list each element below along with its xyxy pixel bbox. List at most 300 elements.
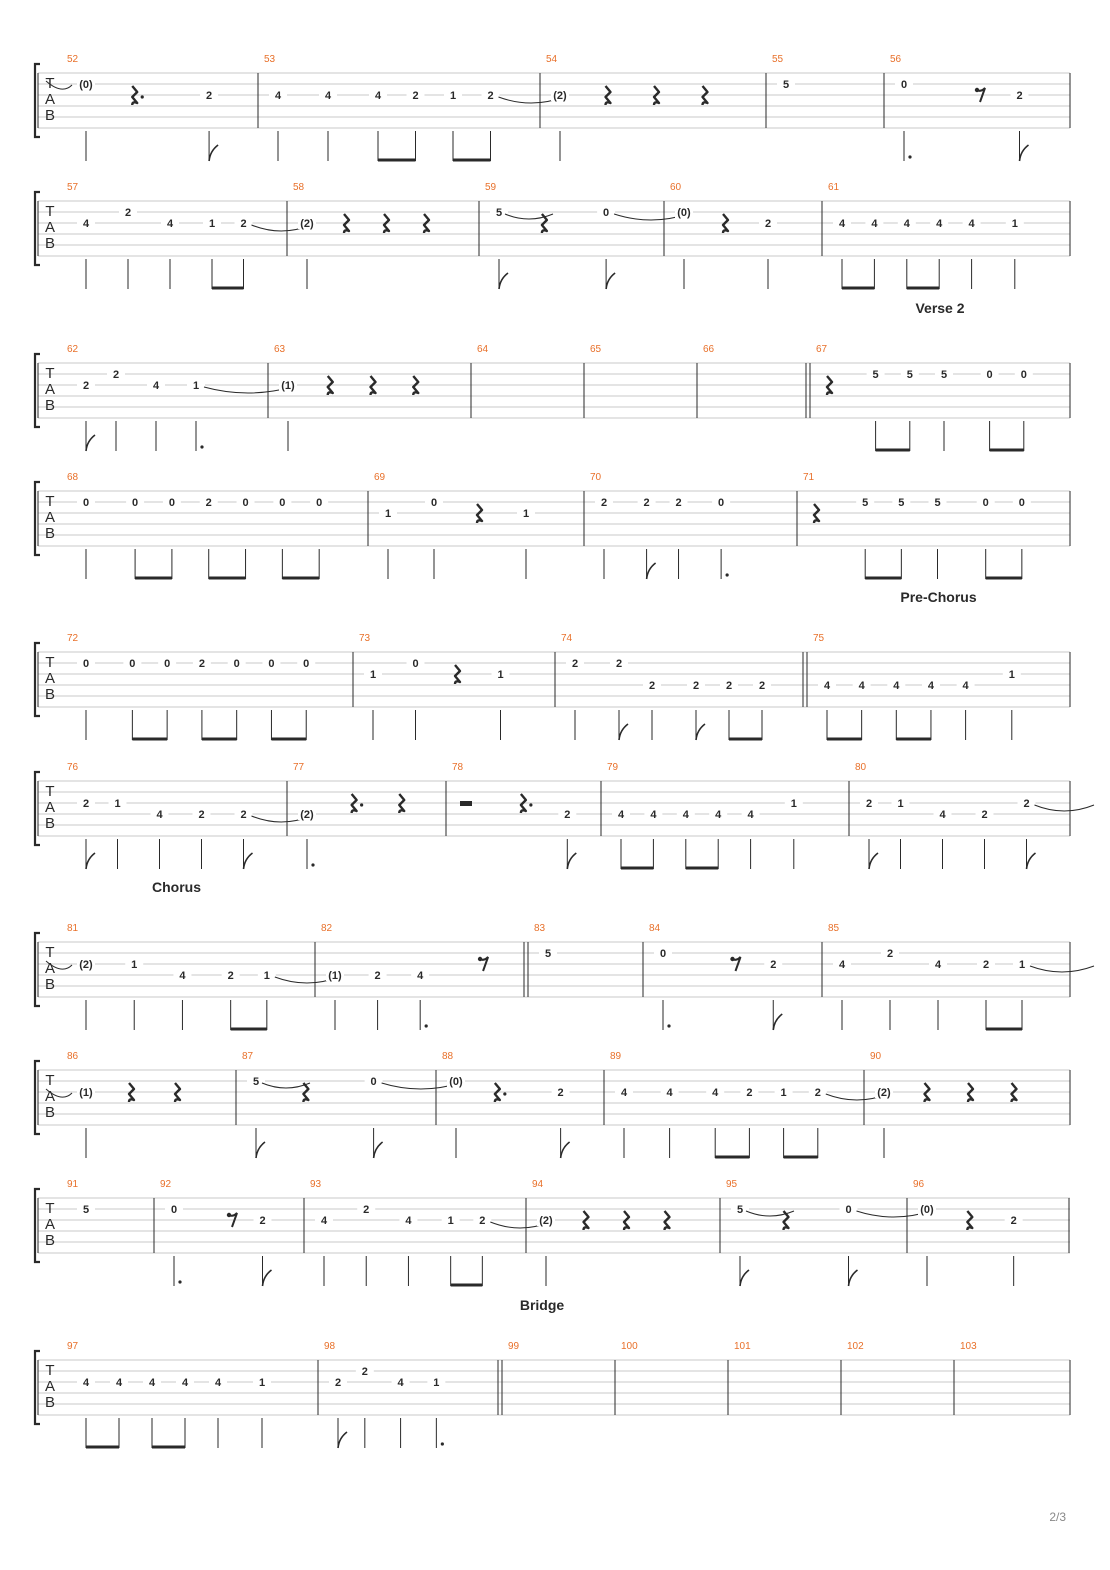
measure-number: 82	[321, 923, 333, 934]
measure	[607, 762, 849, 869]
measure-number: 79	[607, 762, 619, 773]
fret-number: (0)	[920, 1204, 934, 1216]
fret-number: 4	[838, 959, 846, 971]
fret-number: 1	[1011, 218, 1018, 230]
fret-number: 5	[736, 1204, 744, 1216]
fret-number: 0	[900, 79, 908, 91]
measure	[816, 300, 1070, 451]
duration-dot	[178, 1280, 181, 1283]
tab-clef-letter: B	[44, 1394, 56, 1411]
fret-number: 0	[845, 1204, 852, 1216]
fret-number: 4	[712, 1087, 719, 1099]
measure	[46, 1051, 236, 1158]
staff-system	[35, 1297, 1070, 1448]
fret-number: 4	[82, 1377, 90, 1389]
fret-number: 4	[214, 1377, 222, 1389]
tab-clef-letter: T	[45, 203, 55, 220]
measure-number: 88	[442, 1051, 454, 1062]
fret-number: 2	[412, 90, 419, 102]
rest-dot	[503, 1092, 506, 1095]
duration-dot	[726, 573, 729, 576]
tab-clef-letter: T	[45, 493, 55, 510]
fret-number: 2	[571, 658, 579, 670]
fret-number: 1	[263, 970, 270, 982]
fret-number: 0	[986, 369, 993, 381]
fret-number: 4	[838, 218, 846, 230]
measure-number: 83	[534, 923, 546, 934]
page-number: 2/3	[1049, 1510, 1066, 1524]
tab-clef-letter: T	[45, 1200, 55, 1217]
fret-number: 4	[617, 809, 625, 821]
rest-dot-head	[975, 88, 979, 92]
fret-number: 1	[433, 1377, 440, 1389]
measure-number: 77	[293, 762, 305, 773]
staff-system	[35, 1051, 1070, 1158]
eighth-flag-icon	[499, 273, 508, 289]
measure	[67, 762, 311, 869]
tab-clef-letter: A	[44, 1088, 56, 1105]
fret-number: 1	[208, 218, 216, 230]
measure	[828, 182, 1070, 289]
measure	[870, 1051, 1070, 1158]
measure	[890, 54, 1070, 161]
fret-number: (2)	[79, 959, 93, 971]
fret-number: 0	[168, 497, 175, 509]
tab-clef-letter: A	[44, 219, 56, 236]
fret-number: 4	[620, 1087, 628, 1099]
fret-number: 2	[259, 1215, 266, 1227]
measure	[46, 879, 339, 1030]
measure-number: 66	[703, 344, 715, 355]
fret-number: 0	[132, 497, 139, 509]
measure	[803, 472, 1070, 579]
fret-number: 4	[156, 809, 163, 821]
measure	[293, 762, 446, 869]
tie-arc	[1035, 805, 1095, 811]
fret-number: 4	[397, 1377, 404, 1389]
fret-number: 4	[115, 1377, 123, 1389]
tab-clef-letter: B	[44, 1232, 56, 1249]
measure-number: 74	[561, 633, 573, 644]
measure-number: 61	[828, 182, 840, 193]
staff-system	[35, 1179, 1070, 1286]
section-title: Verse 2	[915, 300, 965, 316]
measure	[293, 182, 479, 289]
measure	[374, 472, 584, 579]
measure-number: 99	[508, 1341, 520, 1352]
staff-system	[35, 182, 1070, 289]
measure	[442, 1051, 604, 1158]
fret-number: 0	[1020, 369, 1027, 381]
fret-number: 1	[131, 959, 138, 971]
fret-number: 2	[982, 959, 990, 971]
measure-number: 92	[160, 1179, 172, 1190]
fret-number: 5	[495, 207, 503, 219]
tab-clef-letter: T	[45, 654, 55, 671]
rest-dot-head	[227, 1213, 231, 1217]
fret-number: 2	[361, 1366, 368, 1378]
measure	[67, 182, 311, 289]
fret-number: 2	[240, 218, 247, 230]
fret-number: 0	[603, 207, 610, 219]
fret-number: 5	[934, 497, 941, 509]
fret-number: 4	[682, 809, 689, 821]
fret-number: 1	[790, 798, 797, 810]
fret-number: 2	[643, 497, 650, 509]
section-title: Bridge	[519, 1297, 565, 1313]
fret-number: 1	[1008, 669, 1015, 681]
measure-number: 62	[67, 344, 79, 355]
duration-dot	[908, 155, 911, 158]
fret-number: 5	[906, 369, 913, 381]
eighth-flag-icon	[567, 853, 576, 869]
measure-number: 65	[590, 344, 602, 355]
measure	[67, 472, 368, 579]
fret-number: (1)	[328, 970, 342, 982]
measure-number: 53	[264, 54, 276, 65]
fret-number: 5	[82, 1204, 90, 1216]
fret-number: 0	[430, 497, 438, 509]
fret-number: 2	[240, 809, 247, 821]
fret-number: 4	[939, 809, 946, 821]
measure-number: 93	[310, 1179, 322, 1190]
fret-number: 0	[1018, 497, 1025, 509]
eighth-flag-icon	[696, 724, 705, 740]
fret-number: 1	[449, 90, 457, 102]
eighth-flag-icon	[740, 1270, 749, 1286]
measure-number: 58	[293, 182, 305, 193]
half-rest-icon	[460, 801, 472, 806]
measure-number: 56	[890, 54, 902, 65]
fret-number: 0	[370, 1076, 377, 1088]
fret-number: 2	[600, 497, 608, 509]
fret-number: 5	[252, 1076, 260, 1088]
measure	[321, 923, 528, 1030]
fret-number: 2	[648, 680, 656, 692]
fret-number: 4	[181, 1377, 189, 1389]
section-title: Pre-Chorus	[900, 589, 977, 605]
eighth-flag-icon	[561, 1142, 570, 1158]
fret-number: (0)	[449, 1076, 463, 1088]
fret-number: 2	[746, 1087, 753, 1099]
fret-number: 2	[124, 207, 132, 219]
measure-number: 89	[610, 1051, 622, 1062]
fret-number: 4	[324, 90, 332, 102]
fret-number: 1	[897, 798, 904, 810]
fret-number: 4	[936, 218, 943, 230]
fret-number: 4	[823, 680, 831, 692]
rest-dot	[360, 803, 363, 806]
measure	[274, 344, 471, 451]
measure	[546, 54, 766, 161]
measure	[264, 54, 564, 161]
fret-number: 2	[615, 658, 623, 670]
measure-number: 95	[726, 1179, 738, 1190]
fret-number: 2	[865, 798, 873, 810]
measure-number: 91	[67, 1179, 79, 1190]
measure-number: 100	[621, 1341, 638, 1352]
measure-number: 96	[913, 1179, 925, 1190]
staff-system	[35, 589, 1070, 740]
measure-number: 84	[649, 923, 661, 934]
fret-number: 2	[1016, 90, 1023, 102]
fret-number: 2	[725, 680, 733, 692]
measure	[310, 1179, 550, 1286]
staff-system	[35, 472, 1070, 579]
measure-number: 78	[452, 762, 464, 773]
measure-number: 52	[67, 54, 79, 65]
fret-number: 2	[1023, 798, 1030, 810]
fret-number: 0	[129, 658, 136, 670]
fret-number: 2	[557, 1087, 564, 1099]
fret-number: 1	[114, 798, 121, 810]
fret-number: 4	[893, 680, 900, 692]
measure-number: 54	[546, 54, 558, 65]
measure	[828, 923, 1094, 1030]
fret-number: 2	[82, 798, 90, 810]
measure	[726, 1179, 931, 1286]
eighth-flag-icon	[606, 273, 615, 289]
eighth-flag-icon	[244, 853, 253, 869]
fret-number: 2	[334, 1377, 342, 1389]
fret-number: 4	[166, 218, 174, 230]
tab-clef-letter: A	[44, 381, 56, 398]
tab-clef-letter: A	[44, 1378, 56, 1395]
fret-number: (1)	[79, 1087, 93, 1099]
fret-number: 1	[258, 1377, 266, 1389]
measure	[508, 1297, 615, 1415]
staff-system	[35, 879, 1094, 1030]
fret-number: 4	[666, 1087, 673, 1099]
measure-number: 68	[67, 472, 79, 483]
fret-number: (1)	[281, 380, 295, 392]
fret-number: (2)	[300, 809, 314, 821]
fret-number: 2	[1010, 1215, 1017, 1227]
measure-number: 103	[960, 1341, 977, 1352]
eighth-flag-icon	[256, 1142, 265, 1158]
fret-number: (0)	[677, 207, 691, 219]
fret-number: 4	[934, 959, 942, 971]
tie-arc	[1030, 966, 1094, 972]
fret-number: 4	[405, 1215, 412, 1227]
measure	[46, 54, 258, 161]
tab-clef-letter: B	[44, 107, 56, 124]
measure-number: 85	[828, 923, 840, 934]
fret-number: 4	[903, 218, 910, 230]
eighth-flag-icon	[647, 563, 656, 579]
fret-number: 4	[962, 680, 969, 692]
measure-number: 87	[242, 1051, 254, 1062]
measure-number: 63	[274, 344, 286, 355]
section-title: Chorus	[152, 879, 201, 895]
fret-number: (2)	[877, 1087, 891, 1099]
duration-dot	[441, 1442, 444, 1445]
fret-number: 2	[227, 970, 234, 982]
fret-number: (2)	[539, 1215, 553, 1227]
tab-clef-letter: B	[44, 815, 56, 832]
fret-number: 1	[447, 1215, 454, 1227]
fret-number: 2	[479, 1215, 486, 1227]
fret-number: 5	[862, 497, 869, 509]
fret-number: 4	[152, 380, 160, 392]
fret-number: (0)	[79, 79, 93, 91]
fret-number: 2	[564, 809, 571, 821]
fret-number: 2	[764, 218, 772, 230]
fret-number: 5	[898, 497, 905, 509]
fret-number: 1	[1018, 959, 1026, 971]
measure-number: 75	[813, 633, 825, 644]
tab-clef-letter: B	[44, 235, 56, 252]
measure	[670, 182, 822, 289]
tab-clef-letter: T	[45, 75, 55, 92]
tab-clef-letter: B	[44, 397, 56, 414]
tab-clef-letter: A	[44, 509, 56, 526]
measure-number: 90	[870, 1051, 882, 1062]
tab-clef-letter: B	[44, 1104, 56, 1121]
eighth-flag-icon	[263, 1270, 272, 1286]
measure	[67, 633, 353, 740]
fret-number: (2)	[300, 218, 314, 230]
fret-number: 4	[274, 90, 282, 102]
fret-number: 0	[412, 658, 419, 670]
rest-dot-head	[478, 957, 482, 961]
measure-number: 101	[734, 1341, 751, 1352]
fret-number: 4	[148, 1377, 156, 1389]
fret-number: 0	[268, 658, 275, 670]
fret-number: 2	[205, 497, 212, 509]
rest-dot	[141, 95, 144, 98]
fret-number: 4	[374, 90, 382, 102]
duration-dot	[667, 1024, 670, 1027]
measure	[532, 1179, 720, 1286]
fret-number: 5	[544, 948, 552, 960]
fret-number: 4	[871, 218, 878, 230]
fret-number: 0	[82, 658, 90, 670]
measure-number: 57	[67, 182, 79, 193]
fret-number: 1	[522, 508, 530, 520]
tab-clef-letter: A	[44, 960, 56, 977]
measure-number: 94	[532, 1179, 544, 1190]
staff-system	[35, 300, 1070, 451]
tab-clef-letter: T	[45, 365, 55, 382]
measure-number: 97	[67, 1341, 79, 1352]
fret-number: 5	[782, 79, 790, 91]
fret-number: 0	[82, 497, 90, 509]
measure-number: 69	[374, 472, 386, 483]
fret-number: 2	[981, 809, 988, 821]
fret-number: 4	[747, 809, 754, 821]
tab-clef-letter: T	[45, 1072, 55, 1089]
eighth-flag-icon	[86, 435, 95, 451]
eighth-flag-icon	[338, 1432, 347, 1448]
fret-number: 0	[718, 497, 725, 509]
eighth-flag-icon	[869, 853, 878, 869]
fret-number: 0	[170, 1204, 178, 1216]
measure-number: 76	[67, 762, 79, 773]
measure-number: 86	[67, 1051, 79, 1062]
measure-number: 102	[847, 1341, 864, 1352]
fret-number: 4	[82, 218, 90, 230]
measure-number: 55	[772, 54, 784, 65]
fret-number: 1	[369, 669, 377, 681]
staff-system	[35, 54, 1070, 161]
fret-number: 0	[242, 497, 249, 509]
fret-number: 2	[758, 680, 766, 692]
tab-clef-letter: B	[44, 976, 56, 993]
fret-number: 0	[303, 658, 310, 670]
fret-number: 2	[814, 1087, 821, 1099]
rest-dot-head	[730, 957, 734, 961]
fret-number: 0	[316, 497, 323, 509]
fret-number: 5	[940, 369, 948, 381]
fret-number: 0	[164, 658, 171, 670]
tab-clef-letter: A	[44, 670, 56, 687]
fret-number: 0	[982, 497, 989, 509]
eighth-flag-icon	[1027, 853, 1036, 869]
fret-number: (2)	[553, 90, 567, 102]
measure	[855, 762, 1094, 869]
measure-number: 73	[359, 633, 371, 644]
eighth-flag-icon	[773, 1014, 782, 1030]
eighth-flag-icon	[619, 724, 628, 740]
measure	[242, 1051, 460, 1158]
tab-clef-letter: A	[44, 91, 56, 108]
fret-number: 5	[872, 369, 879, 381]
fret-number: 2	[692, 680, 700, 692]
tab-clef-letter: B	[44, 686, 56, 703]
measure	[359, 633, 555, 740]
measure-number: 64	[477, 344, 489, 355]
fret-number: 1	[780, 1087, 787, 1099]
measure-number: 60	[670, 182, 682, 193]
rest-dot	[529, 803, 532, 806]
fret-number: 1	[192, 380, 200, 392]
measure	[67, 1341, 318, 1448]
eighth-flag-icon	[1020, 145, 1029, 161]
measure-number: 59	[485, 182, 497, 193]
fret-number: 2	[82, 380, 90, 392]
fret-number: 1	[497, 669, 504, 681]
tab-clef-letter: A	[44, 799, 56, 816]
measure	[649, 923, 822, 1030]
fret-number: 2	[487, 90, 494, 102]
measure	[561, 633, 807, 740]
eighth-flag-icon	[86, 853, 95, 869]
fret-number: 0	[659, 948, 667, 960]
duration-dot	[425, 1024, 428, 1027]
measure-number: 80	[855, 762, 867, 773]
fret-number: 0	[279, 497, 286, 509]
duration-dot	[200, 445, 203, 448]
fret-number: 2	[198, 809, 205, 821]
fret-number: 4	[179, 970, 186, 982]
fret-number: 4	[927, 680, 935, 692]
tab-clef-letter: B	[44, 525, 56, 542]
measure-number: 67	[816, 344, 828, 355]
eighth-flag-icon	[209, 145, 218, 161]
measure	[590, 472, 797, 579]
fret-number: 4	[650, 809, 657, 821]
fret-number: 4	[320, 1215, 328, 1227]
fret-number: 1	[384, 508, 392, 520]
measure	[813, 589, 1070, 740]
measure	[67, 344, 292, 451]
fret-number: 2	[886, 948, 894, 960]
measure-number: 98	[324, 1341, 336, 1352]
fret-number: 4	[968, 218, 975, 230]
fret-number: 2	[112, 369, 120, 381]
tab-clef-letter: T	[45, 783, 55, 800]
